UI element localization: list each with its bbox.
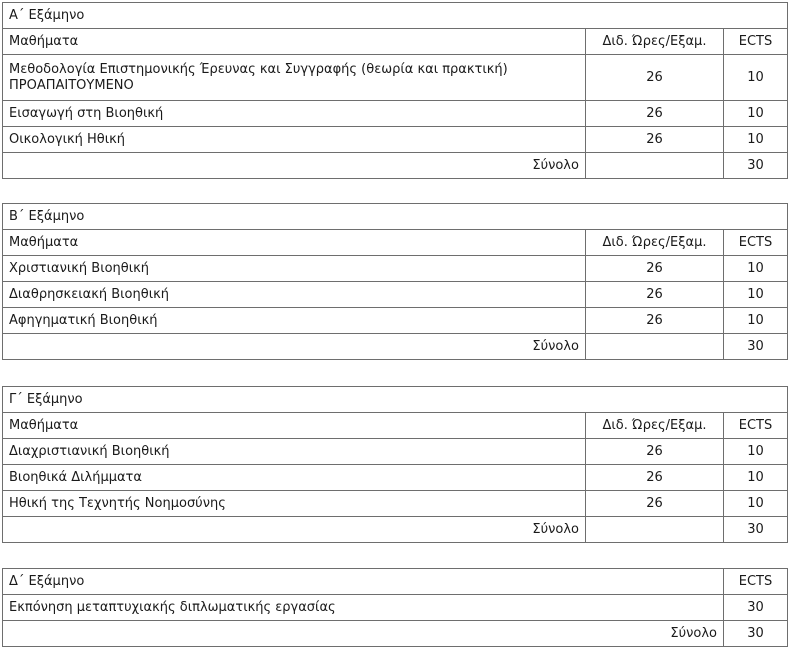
total-row <box>3 621 788 647</box>
semester-title-row <box>3 3 788 29</box>
course-hours: 26 <box>585 439 723 465</box>
semester-g-table <box>2 386 788 543</box>
semester-title-row <box>3 387 788 413</box>
course-hours: 26 <box>585 101 723 127</box>
course-name: Εκπόνηση μεταπτυχιακής διπλωματικής εργασίας <box>3 595 724 621</box>
course-hours: 26 <box>585 491 723 517</box>
table-row <box>3 439 788 465</box>
total-label: Σύνολο <box>3 334 586 360</box>
prerequisite-note: ΠΡΟΑΠΑΙΤΟΥΜΕΝΟ <box>9 77 134 93</box>
total-row <box>3 334 788 360</box>
table-row <box>3 491 788 517</box>
hours-header: Διδ. Ώρες/Εξαμ. <box>586 230 724 256</box>
courses-header: Μαθήματα <box>3 230 586 256</box>
course-ects: 10 <box>724 308 788 334</box>
table-row <box>3 256 788 282</box>
total-label: Σύνολο <box>3 621 724 647</box>
semester-title: Β΄ Εξάμηνο <box>3 204 788 230</box>
course-ects: 10 <box>723 55 787 101</box>
table-row <box>3 101 788 127</box>
semester-title-row <box>3 204 788 230</box>
ects-header: ECTS <box>723 29 787 55</box>
course-hours: 26 <box>586 308 724 334</box>
courses-header: Μαθήματα <box>3 29 586 55</box>
course-hours: 26 <box>585 55 723 101</box>
header-row <box>3 230 788 256</box>
course-ects: 10 <box>723 127 787 153</box>
course-hours: 26 <box>586 282 724 308</box>
course-name: Χριστιανική Βιοηθική <box>3 256 586 282</box>
semester-a-table <box>2 2 788 179</box>
semester-title: Α΄ Εξάμηνο <box>3 3 788 29</box>
table-row <box>3 595 788 621</box>
table-row <box>3 127 788 153</box>
course-name <box>3 55 586 101</box>
course-ects: 10 <box>723 439 787 465</box>
courses-header: Μαθήματα <box>3 413 586 439</box>
course-title: Μεθοδολογία Επιστημονικής Έρευνας και Συγγραφής (θεωρία και πρακτική) <box>9 61 508 77</box>
course-ects: 10 <box>724 256 788 282</box>
hours-header: Διδ. Ώρες/Εξαμ. <box>585 413 723 439</box>
course-ects: 10 <box>723 491 787 517</box>
course-name: Διαθρησκειακή Βιοηθική <box>3 282 586 308</box>
course-name: Αφηγηματική Βιοηθική <box>3 308 586 334</box>
total-label: Σύνολο <box>3 517 586 543</box>
total-row <box>3 517 788 543</box>
total-row <box>3 153 788 179</box>
header-row <box>3 29 788 55</box>
total-ects: 30 <box>723 517 787 543</box>
course-name: Ηθική της Τεχνητής Νοημοσύνης <box>3 491 586 517</box>
hours-header: Διδ. Ώρες/Εξαμ. <box>585 29 723 55</box>
ects-header: ECTS <box>724 569 788 595</box>
course-hours: 26 <box>585 465 723 491</box>
semester-title: Δ΄ Εξάμηνο <box>3 569 724 595</box>
semester-title: Γ΄ Εξάμηνο <box>3 387 788 413</box>
total-hours-empty <box>586 334 724 360</box>
total-label: Σύνολο <box>3 153 586 179</box>
table-row <box>3 55 788 101</box>
table-row <box>3 308 788 334</box>
total-ects: 30 <box>724 621 788 647</box>
total-ects: 30 <box>723 153 787 179</box>
course-hours: 26 <box>586 256 724 282</box>
course-ects: 10 <box>723 101 787 127</box>
course-name: Βιοηθικά Διλήμματα <box>3 465 586 491</box>
course-name: Διαχριστιανική Βιοηθική <box>3 439 586 465</box>
header-row <box>3 569 788 595</box>
ects-header: ECTS <box>723 413 787 439</box>
table-row <box>3 465 788 491</box>
total-hours-empty <box>585 153 723 179</box>
header-row <box>3 413 788 439</box>
course-hours: 26 <box>585 127 723 153</box>
total-ects: 30 <box>724 334 788 360</box>
semester-b-table <box>2 203 788 360</box>
table-row <box>3 282 788 308</box>
course-ects: 10 <box>723 465 787 491</box>
ects-header: ECTS <box>724 230 788 256</box>
course-ects: 10 <box>724 282 788 308</box>
course-name: Εισαγωγή στη Βιοηθική <box>3 101 586 127</box>
course-ects: 30 <box>724 595 788 621</box>
course-name: Οικολογική Ηθική <box>3 127 586 153</box>
total-hours-empty <box>585 517 723 543</box>
semester-d-table <box>2 568 788 647</box>
